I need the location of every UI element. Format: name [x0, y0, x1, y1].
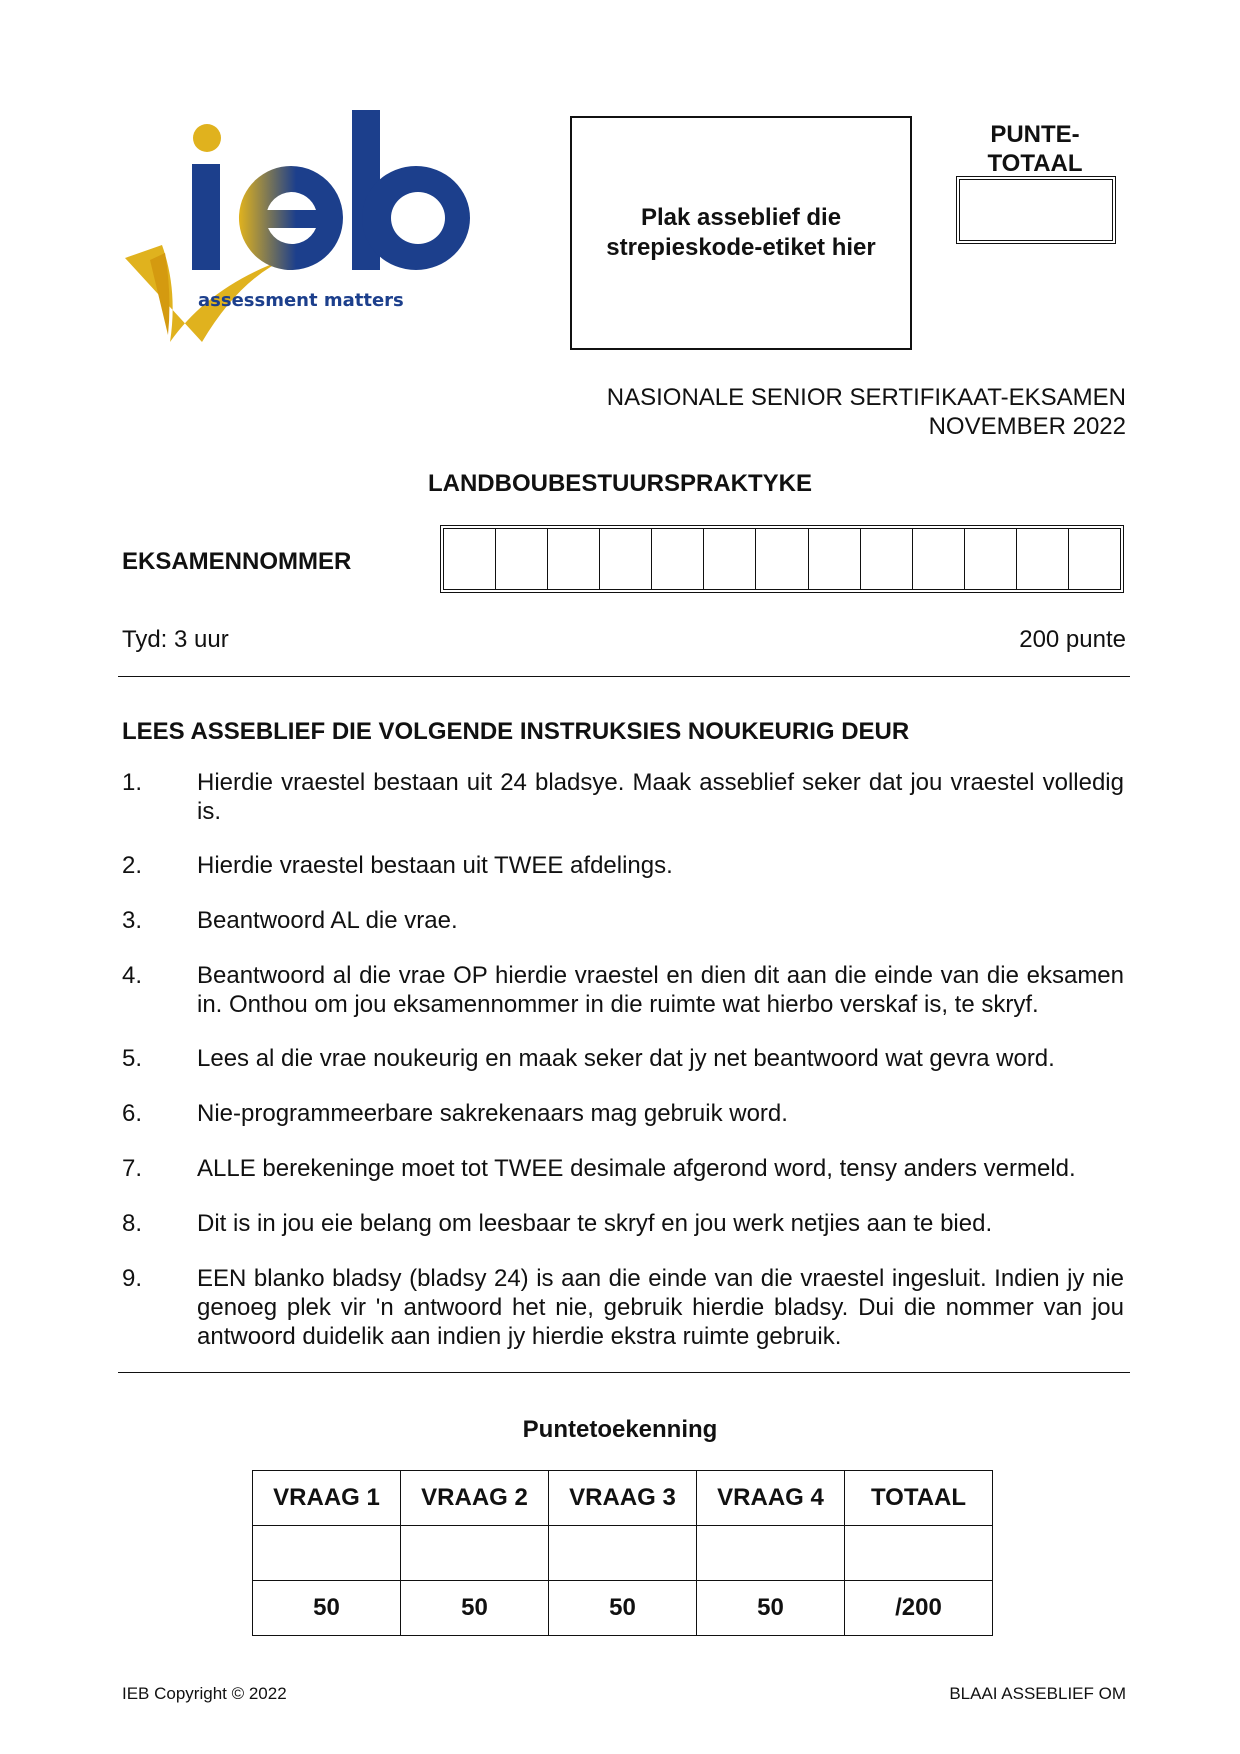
max-marks-cell: 50	[253, 1581, 401, 1636]
score-cell[interactable]	[253, 1526, 401, 1581]
exam-number-cell[interactable]	[964, 529, 1016, 589]
score-cell[interactable]	[549, 1526, 697, 1581]
exam-number-cell[interactable]	[599, 529, 651, 589]
divider	[118, 1372, 1130, 1373]
column-header: VRAAG 2	[401, 1471, 549, 1526]
table-row	[253, 1526, 993, 1581]
exam-number-cell[interactable]	[808, 529, 860, 589]
instructions-heading: LEES ASSEBLIEF DIE VOLGENDE INSTRUKSIES NOUKEURIG DEUR	[122, 718, 910, 745]
footer-turn-page: BLAAI ASSEBLIEF OM	[949, 1684, 1126, 1703]
mark-allocation-table	[252, 1470, 993, 1636]
score-cell[interactable]	[845, 1526, 993, 1581]
max-marks-cell: /200	[845, 1581, 993, 1636]
exam-number-cell[interactable]	[1068, 529, 1120, 589]
table-row	[253, 1581, 993, 1636]
logo-tagline: assessment matters	[198, 290, 404, 311]
exam-number-cell[interactable]	[444, 529, 495, 589]
ieb-logo	[120, 110, 480, 350]
mark-allocation-heading: Puntetoekenning	[522, 1416, 718, 1443]
exam-date: NOVEMBER 2022	[928, 413, 1126, 440]
footer-copyright: IEB Copyright © 2022	[122, 1684, 287, 1703]
total-marks-label: PUNTE- TOTAAL	[987, 121, 1083, 177]
exam-title-line: NASIONALE SENIOR SERTIFIKAAT-EKSAMEN	[606, 384, 1126, 411]
subject-title: LANDBOUBESTUURSPRAKTYKE	[427, 470, 812, 497]
max-marks-cell: 50	[401, 1581, 549, 1636]
exam-number-cell[interactable]	[1016, 529, 1068, 589]
exam-number-cell[interactable]	[703, 529, 755, 589]
max-marks-cell: 50	[549, 1581, 697, 1636]
score-cell[interactable]	[401, 1526, 549, 1581]
score-cell[interactable]	[697, 1526, 845, 1581]
column-header: TOTAAL	[845, 1471, 993, 1526]
table-row	[253, 1471, 993, 1526]
exam-title	[607, 383, 1126, 441]
exam-number-boxes[interactable]	[440, 525, 1124, 593]
exam-number-cell[interactable]	[651, 529, 703, 589]
column-header: VRAAG 4	[697, 1471, 845, 1526]
exam-number-cell[interactable]	[860, 529, 912, 589]
exam-total-marks: 200 punte	[1019, 626, 1126, 653]
exam-number-cell[interactable]	[755, 529, 807, 589]
exam-number-cell[interactable]	[912, 529, 964, 589]
total-marks-box[interactable]	[956, 176, 1116, 244]
exam-number-cell[interactable]	[547, 529, 599, 589]
divider	[118, 676, 1130, 677]
max-marks-cell: 50	[697, 1581, 845, 1636]
barcode-sticker-box	[570, 116, 912, 350]
column-header: VRAAG 1	[253, 1471, 401, 1526]
exam-duration: Tyd: 3 uur	[122, 626, 229, 653]
exam-number-label: EKSAMENNOMMER	[122, 548, 352, 575]
barcode-label: Plak asseblief die strepieskode-etiket hier	[606, 204, 876, 261]
column-header: VRAAG 3	[549, 1471, 697, 1526]
exam-number-cell[interactable]	[495, 529, 547, 589]
